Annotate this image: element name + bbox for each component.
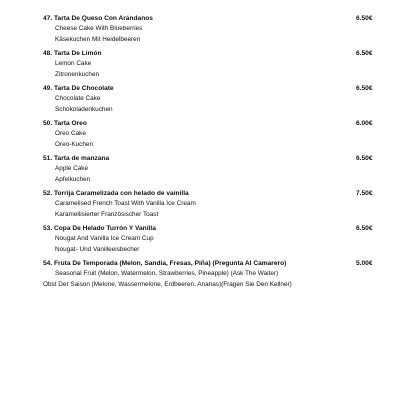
menu-item-german: Obst Der Saison (Melone, Wassermelone, Erdbeeren, Ananas)(Fragen Sie Den Kellner) xyxy=(43,280,292,288)
menu-item-german: Schokoladenkuchen xyxy=(55,105,113,113)
menu-item-title: 52. Torrija Caramelizada con helado de vainilla xyxy=(43,190,189,197)
menu-item-price: 6.50€ xyxy=(356,50,373,57)
menu-item-english: Caramelised French Toast With Vanilla Ice Cream xyxy=(55,200,196,207)
menu-item-header xyxy=(43,83,383,94)
menu-item-header xyxy=(43,258,383,269)
menu-item-price: 6.50€ xyxy=(356,85,373,92)
menu-item-price: 6.50€ xyxy=(356,225,373,232)
menu-item-header xyxy=(43,188,383,199)
menu-item-title: 50. Tarta Oreo xyxy=(43,120,87,127)
menu-item-english: Apple Cake xyxy=(55,165,89,172)
menu-item-header xyxy=(43,118,383,129)
menu-item-german: Nougat- Und Vanilleeisbecher xyxy=(55,245,140,253)
menu-item-header xyxy=(43,153,383,164)
menu-item-header xyxy=(43,48,383,59)
menu-item-49 xyxy=(43,83,383,115)
menu-item-54 xyxy=(43,258,383,290)
menu-item-header xyxy=(43,13,383,24)
menu-item-header xyxy=(43,223,383,234)
menu-item-50 xyxy=(43,118,383,150)
menu-item-title: 47. Tarta De Queso Con Arándanos xyxy=(43,15,153,22)
menu-item-price: 6.00€ xyxy=(356,120,373,127)
menu-item-51 xyxy=(43,153,383,185)
menu-item-title: 53. Copa De Helado Turrón Y Vanilla xyxy=(43,225,156,232)
menu-item-english: Chocolate Cake xyxy=(55,95,101,102)
menu-item-english: Nougat And Vanilla Ice Cream Cup xyxy=(55,235,154,242)
menu-item-english: Cheese Cake With Blueberries xyxy=(55,25,143,32)
menu-item-title: 48. Tarta De Limón xyxy=(43,50,102,57)
menu-item-47 xyxy=(43,13,383,45)
menu-item-52 xyxy=(43,188,383,220)
menu-item-german: Karamellisierter Französischer Toast xyxy=(55,210,159,218)
menu-item-title: 49. Tarta De Chocolate xyxy=(43,85,114,92)
menu-item-title: 54. Fruta De Temporada (Melon, Sandia, Fresas, Piña) (Pregunta Al Camarero) xyxy=(43,260,287,267)
menu-item-48 xyxy=(43,48,383,80)
menu-item-price: 7.50€ xyxy=(356,190,373,197)
dessert-menu xyxy=(43,13,383,293)
menu-item-price: 5.00€ xyxy=(356,260,373,267)
menu-item-german: Oreo-Kuchen xyxy=(55,140,94,148)
menu-item-german: Zitronenkuchen xyxy=(55,70,100,78)
menu-item-german: Käsekuchen Mit Heidelbeeren xyxy=(55,35,141,43)
menu-item-english: Oreo Cake xyxy=(55,130,86,137)
menu-item-price: 6.50€ xyxy=(356,155,373,162)
menu-item-english: Lemon Cake xyxy=(55,60,92,67)
menu-item-german: Apfelkuchen xyxy=(55,175,91,183)
menu-item-price: 6.50€ xyxy=(356,15,373,22)
menu-item-english: Seasonal Fruit (Melon, Watermelon, Strawberries, Pineapple) (Ask The Waiter) xyxy=(55,270,279,277)
menu-item-title: 51. Tarta de manzana xyxy=(43,155,110,162)
menu-item-53 xyxy=(43,223,383,255)
